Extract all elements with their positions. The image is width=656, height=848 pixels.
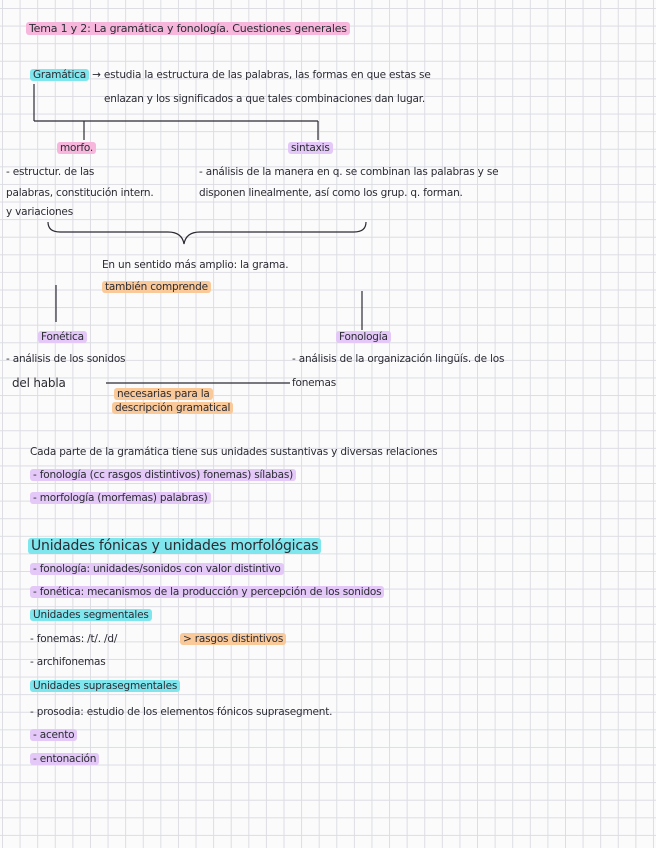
unidades-segmentales: Unidades segmentales <box>30 609 152 621</box>
unidades-suprasegmentales: Unidades suprasegmentales <box>30 680 180 692</box>
unidades-archifonemas: - archifonemas <box>30 656 106 668</box>
fonologia-line-1: - análisis de la organización lingüís. de los <box>292 353 505 365</box>
fonetica-line-1: - análisis de los sonidos <box>6 353 126 365</box>
fonetica-line-2: del habla <box>12 376 66 390</box>
unidades-rasgos: > rasgos distintivos <box>180 633 286 645</box>
cada-parte-line-1: Cada parte de la gramática tiene sus unidades sustantivas y diversas relaciones <box>30 446 438 458</box>
unidades-heading: Unidades fónicas y unidades morfológicas <box>28 538 321 554</box>
sintaxis-label: sintaxis <box>288 142 333 154</box>
unidades-fonetica: - fonética: mecanismos de la producción y percepción de los sonidos <box>30 586 384 598</box>
sintaxis-line-2: disponen linealmente, así como los grup. q. forman. <box>199 187 463 199</box>
gramatica-definition-line-1: → estudia la estructura de las palabras, las formas en que estas se <box>92 69 431 81</box>
fonologia-line-2: fonemas <box>292 377 336 389</box>
unidades-fonemas: - fonemas: /t/. /d/ <box>30 633 118 645</box>
necesarias-line-1: necesarias para la <box>114 388 213 400</box>
sentido-line-2: también comprende <box>102 281 211 293</box>
unidades-fonologia: - fonología: unidades/sonidos con valor distintivo <box>30 563 284 575</box>
page-title: Tema 1 y 2: La gramática y fonología. Cuestiones generales <box>26 22 350 35</box>
unidades-entonacion: - entonación <box>30 753 99 765</box>
unidades-acento: - acento <box>30 729 77 741</box>
sentido-line-1: En un sentido más amplio: la grama. <box>102 259 289 271</box>
morfo-line-1: - estructur. de las <box>6 166 95 178</box>
gramatica-label: Gramática <box>30 69 89 81</box>
unidades-prosodia: - prosodia: estudio de los elementos fónicos suprasegment. <box>30 706 333 718</box>
fonetica-label: Fonética <box>38 331 87 343</box>
morfo-label: morfo. <box>57 142 96 154</box>
morfo-line-2: palabras, constitución intern. <box>6 187 154 199</box>
sintaxis-line-1: - análisis de la manera en q. se combinan las palabras y se <box>199 166 499 178</box>
gramatica-definition-line-2: enlazan y los significados a que tales combinaciones dan lugar. <box>104 93 426 105</box>
fonologia-label: Fonología <box>336 331 391 343</box>
necesarias-line-2: descripción gramatical <box>112 402 233 414</box>
cada-parte-item-1: - fonología (cc rasgos distintivos) fonemas) sílabas) <box>30 469 296 481</box>
morfo-line-3: y variaciones <box>6 206 73 218</box>
cada-parte-item-2: - morfología (morfemas) palabras) <box>30 492 211 504</box>
curly-brace <box>48 222 366 244</box>
